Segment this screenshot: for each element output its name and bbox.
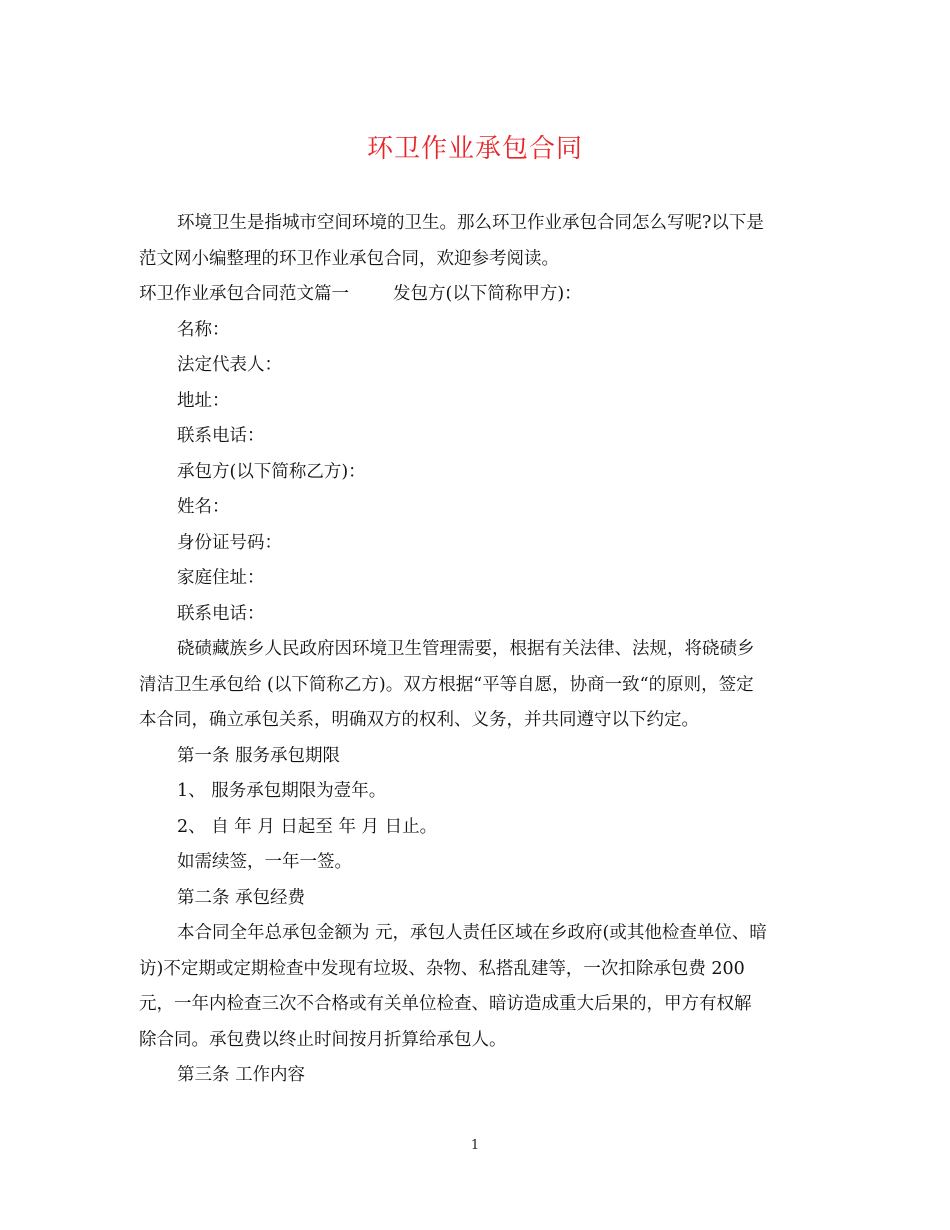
page-number: 1	[470, 1138, 480, 1153]
party-b-phone-field: 联系电话：	[177, 603, 265, 624]
party-a-address-field: 地址：	[177, 390, 230, 411]
intro-line-2: 范文网小编整理的环卫作业承包合同，欢迎参考阅读。	[139, 248, 559, 269]
article-2-heading: 第二条 承包经费	[177, 887, 306, 908]
party-a-heading: 发包方(以下简称甲方)：	[393, 284, 582, 304]
party-b-home-address-field: 家庭住址：	[177, 568, 265, 588]
party-b-name-field: 姓名：	[177, 497, 230, 517]
section-heading: 环卫作业承包合同范文篇一	[139, 284, 349, 304]
article-1-item-1: 1、 服务承包期限为壹年。	[177, 781, 387, 801]
article-1-heading: 第一条 服务承包期限	[177, 745, 341, 766]
document-body	[139, 206, 811, 1094]
party-a-name-field: 名称：	[177, 319, 230, 340]
intro-line-1: 环境卫生是指城市空间环境的卫生。那么环卫作业承包合同怎么写呢?以下是	[177, 213, 764, 233]
party-b-heading: 承包方(以下简称乙方)：	[177, 461, 366, 482]
article-2-line-3: 元，一年内检查三次不合格或有关单位检查、暗访造成重大后果的，甲方有权解	[139, 994, 752, 1014]
article-3-heading: 第三条 工作内容	[177, 1065, 306, 1085]
preamble-line-2: 清洁卫生承包给 (以下简称乙方)。双方根据“平等自愿，协商一致“的原则，签定	[139, 674, 754, 695]
article-2-line-1: 本合同全年总承包金额为 元，承包人责任区域在乡政府(或其他检查单位、暗	[177, 923, 767, 943]
preamble-line-1: 硗碛藏族乡人民政府因环境卫生管理需要，根据有关法律、法规，将硗碛乡	[177, 639, 755, 659]
preamble-line-3: 本合同，确立承包关系，明确双方的权利、义务，并共同遵守以下约定。	[139, 710, 699, 730]
section-heading-line	[139, 277, 811, 313]
article-1-item-3: 如需续签，一年一签。	[177, 852, 352, 872]
article-2-line-4: 除合同。承包费以终止时间按月折算给承包人。	[139, 1029, 507, 1050]
party-b-id-field: 身份证号码：	[177, 532, 282, 553]
document-title: 环卫作业承包合同	[366, 134, 583, 164]
article-2-line-2: 访)不定期或定期检查中发现有垃圾、杂物、私搭乱建等，一次扣除承包费 200	[139, 958, 745, 979]
party-a-phone-field: 联系电话：	[177, 426, 265, 446]
party-a-legal-rep-field: 法定代表人：	[177, 355, 282, 375]
article-1-item-2: 2、 自 年 月 日起至 年 月 日止。	[177, 816, 438, 837]
